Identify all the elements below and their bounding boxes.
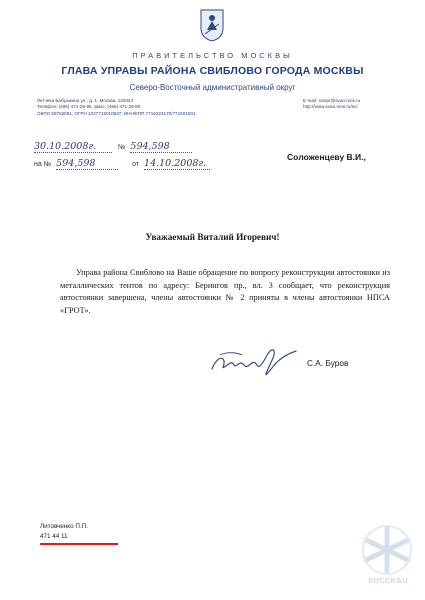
district-name: Северо-Восточный административный округ	[129, 83, 296, 92]
handwritten-signature	[208, 341, 298, 377]
address-block	[37, 98, 257, 117]
outgoing-registration	[34, 141, 192, 153]
executor-name: Литовченко П.П.	[40, 523, 88, 530]
signer-name: С.А. Буров	[307, 358, 349, 368]
moscow-coat-of-arms-icon	[199, 8, 225, 42]
email-line: E-mail: svispr@svao.mos.ru	[303, 98, 361, 103]
registry-line: ОКПО 59782591, ОГРН 1027716010937, ИНН/КПП 7716224170/771601001	[37, 110, 196, 116]
outgoing-date: 30.10.2008г.	[34, 141, 112, 153]
government-heading: ПРАВИТЕЛЬСТВО МОСКВЫ	[132, 51, 293, 60]
reply-prefix: на №	[34, 161, 52, 168]
executor-phone: 471 44 11	[40, 532, 68, 540]
letter-body: Управа района Свиблово на Ваше обращение по вопросу реконструкции автостоянки из металлических тентов по адресу: Берингов пр., вл. 3 сообщает, что реконструкция автостоянки завершена, члены автостоянки № 2 приняты в члены автостоянки НПСА «ГРОТ».	[60, 268, 390, 315]
red-underline-mark	[40, 543, 118, 545]
number-label: №	[117, 144, 126, 151]
salutation: Уважаемый Виталий Игоревич!	[145, 232, 280, 242]
watermark-text: SUCCKAU	[368, 576, 408, 585]
outgoing-number: 594,598	[130, 141, 192, 153]
website-line: http://www.svao.mos.ru/sv/	[303, 104, 358, 110]
address-line: Летчика Бабушкина ул., д. 1, Москва, 129344	[37, 98, 134, 103]
reply-registration	[34, 158, 210, 170]
contact-block	[303, 98, 413, 111]
reply-number: 594,598	[56, 158, 118, 170]
from-label: от	[132, 161, 140, 168]
letterhead-title: ГЛАВА УПРАВЫ РАЙОНА СВИБЛОВО ГОРОДА МОСКВЫ	[61, 65, 364, 77]
reply-date: 14.10.2008г.	[144, 158, 210, 170]
executor-block	[40, 522, 88, 541]
phone-line: Телефон: (495) 471-28-86, факс: (495) 471-28-80	[37, 104, 141, 110]
recipient-name: Сoложенцеву В.И.,	[287, 152, 366, 162]
